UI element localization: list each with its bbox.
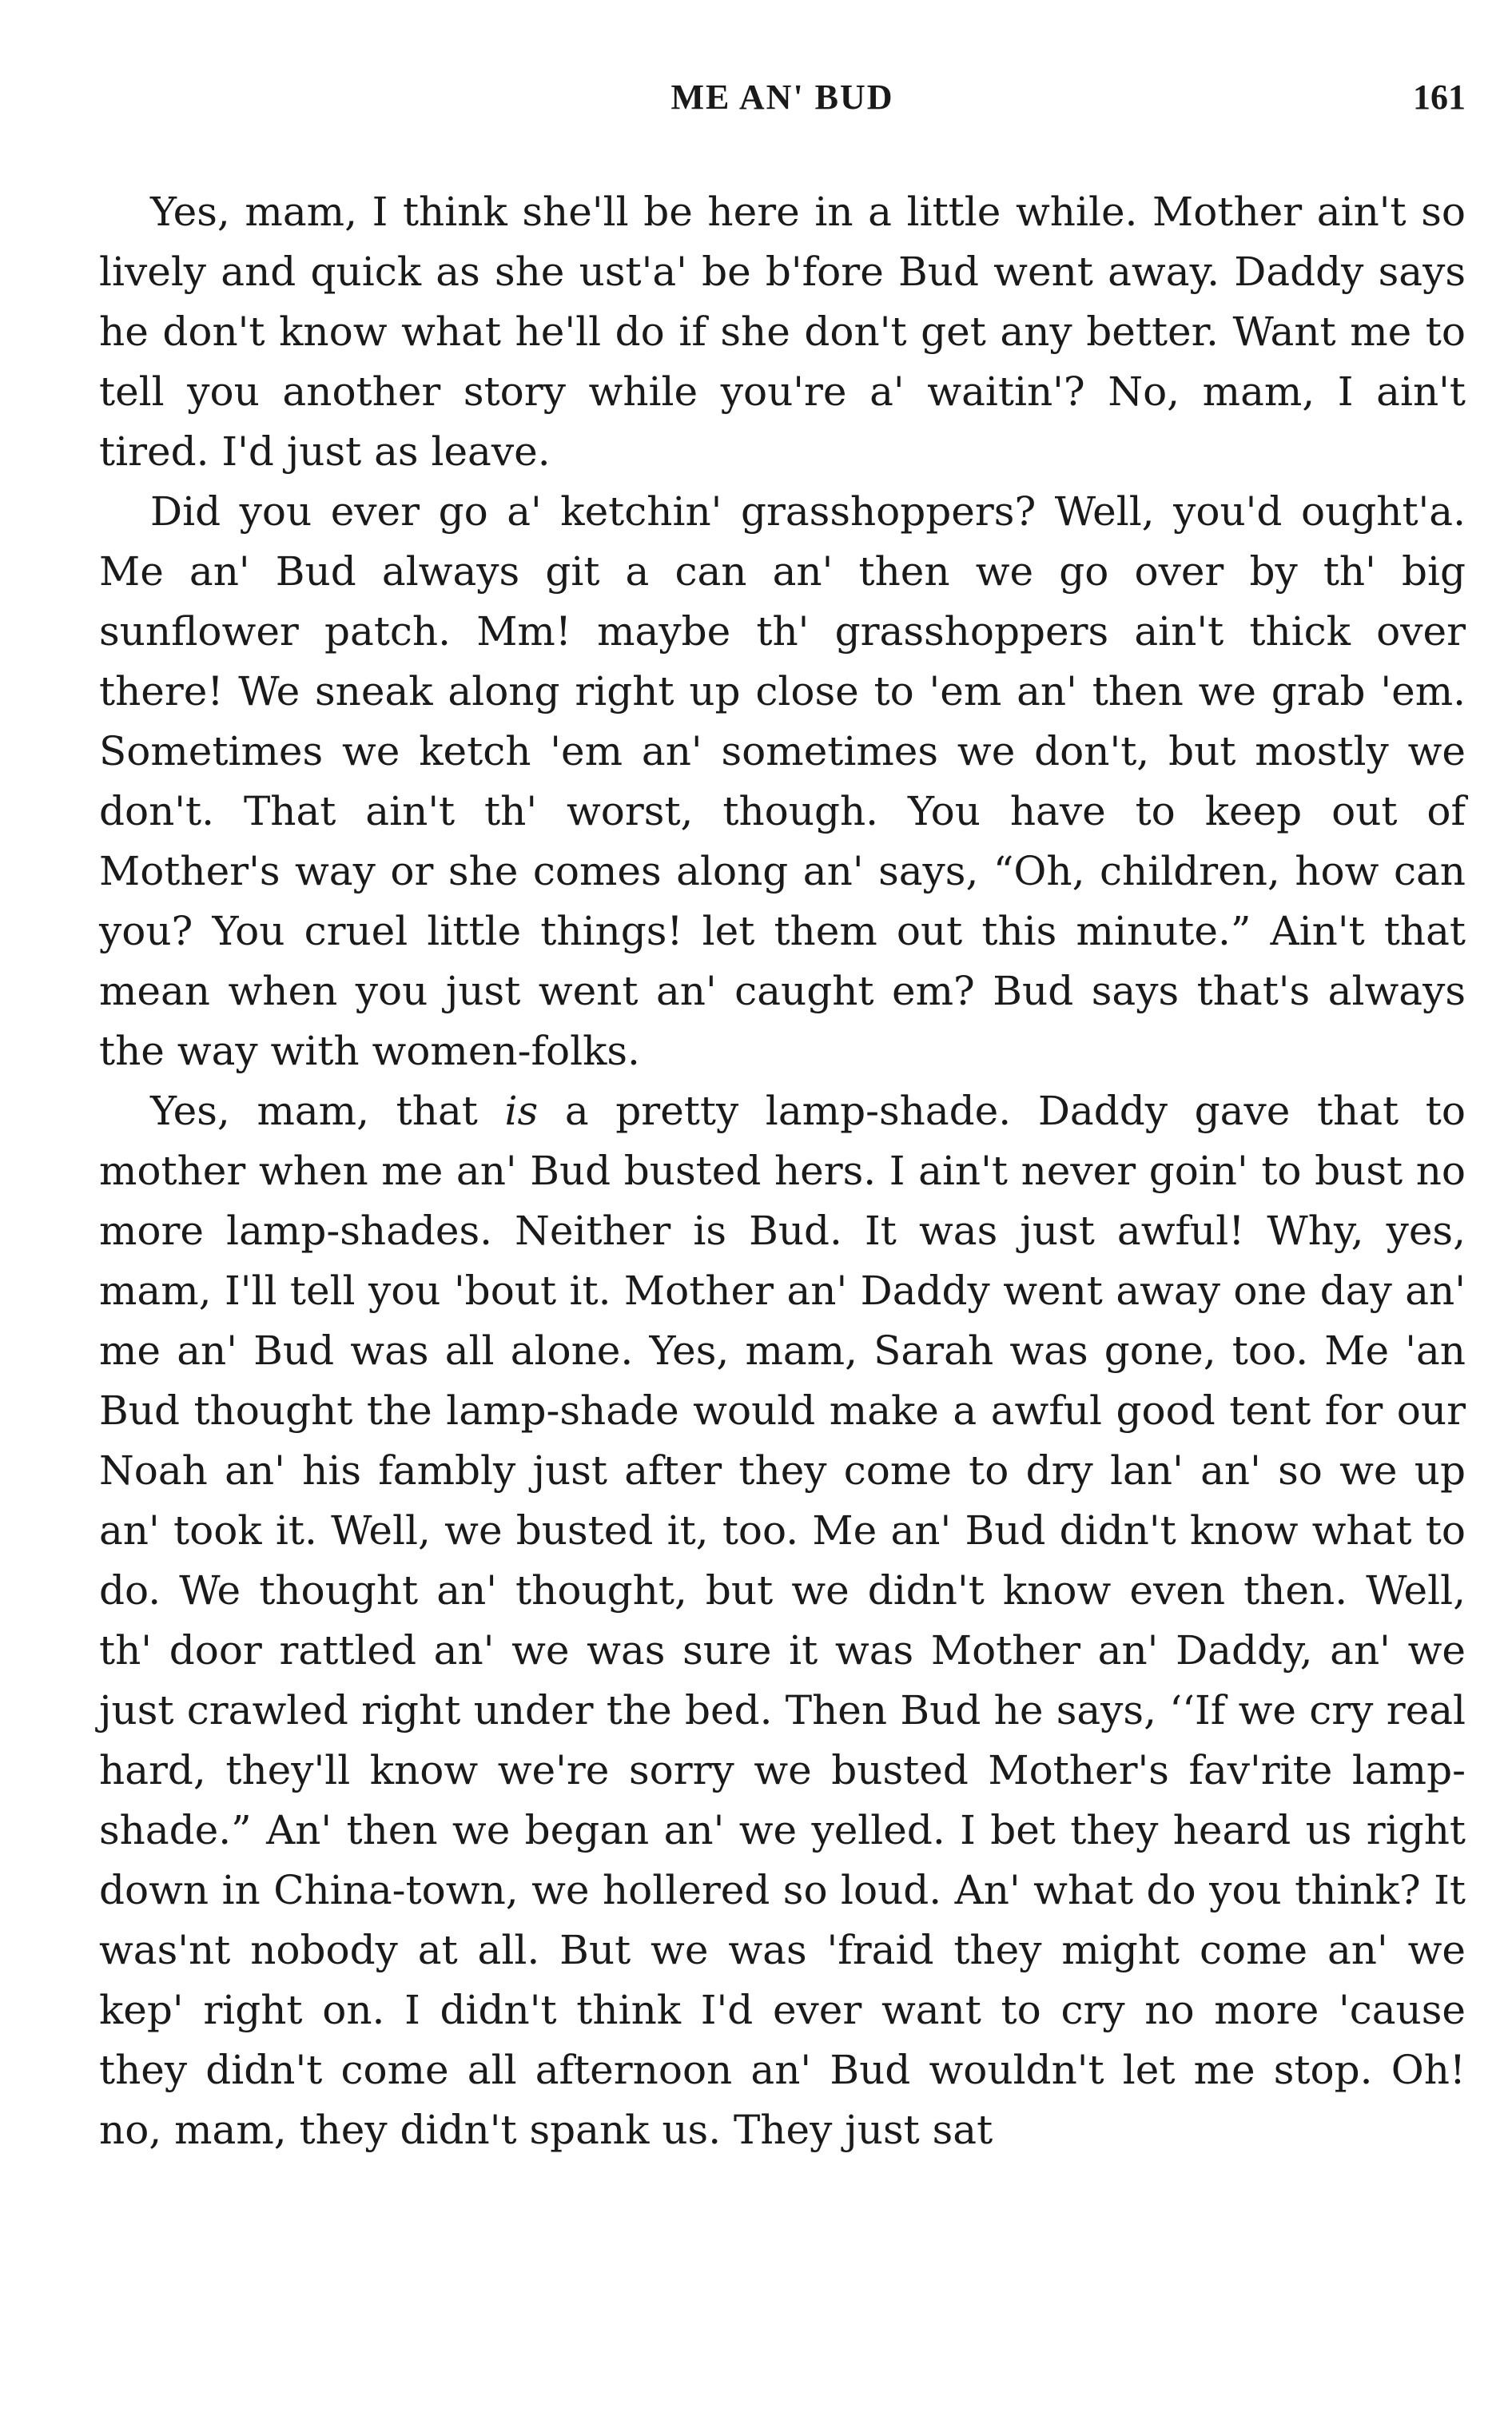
paragraph-3-rest: a pretty lamp-shade. Daddy gave that to mother when me an' Bud busted hers. I ain't never goin' to bust no more lamp-shades. Neither is Bud. It was just awful! Why, yes, mam, I'll tell you 'bout it. Mother an' Daddy went away one day an' me an' Bud was all alone. Yes, mam, Sarah was gone, too. Me 'an Bud thought the lamp-shade would make a awful good tent for our Noah an' his fambly just after they come to dry lan' an' so we up an' took it. Well, we busted it, too. Me an' Bud didn't know what to do. We thought an' thought, but we didn't know even then. Well, th' door rattled an' we was sure it was Mother an' Daddy, an' we just crawled right under the bed. Then Bud he says, ‘‘If we cry real hard, they'll know we're sorry we busted Mother's fav'rite lamp-shade.” An' then we began an' we yelled. I bet they heard us right down in China-town, we hollered so loud. An' what do you think? It was'nt nobody at all. But we was 'fraid they might come an' we kep' right on. I didn't think I'd ever want to cry no more 'cause they didn't come all afternoon an' Bud wouldn't let me stop. Oh! no, mam, they didn't spank us. They just sat bbox=[99, 1088, 1466, 2153]
running-head: ME AN' BUD bbox=[670, 78, 894, 117]
paragraph-3 bbox=[99, 1081, 1466, 2160]
page-number: 161 bbox=[1413, 78, 1466, 117]
paragraph-2: Did you ever go a' ketchin' grasshoppers? Well, you'd ought'a. Me an' Bud always git a can an' then we go over by th' big sunflower patch. Mm! maybe th' grasshoppers ain't thick over there! We sneak along right up close to 'em an' then we grab 'em. Sometimes we ketch 'em an' sometimes we don't, but mostly we don't. That ain't th' worst, though. You have to keep out of Mother's way or she comes along an' says, “Oh, children, how can you? You cruel little things! let them out this minute.” Ain't that mean when you just went an' caught em? Bud says that's always the way with women-folks. bbox=[99, 488, 1466, 1074]
book-page bbox=[99, 77, 1466, 2160]
page-header bbox=[99, 77, 1466, 141]
body-text bbox=[99, 182, 1466, 2160]
paragraph-3-start: Yes, mam, that bbox=[150, 1088, 505, 1134]
emphasis-is: is bbox=[504, 1088, 539, 1134]
paragraph-1: Yes, mam, I think she'll be here in a little while. Mother ain't so lively and quick as she ust'a' be b'fore Bud went away. Daddy says he don't know what he'll do if she don't get any better. Want me to tell you another story while you're a' waitin'? No, mam, I ain't tired. I'd just as leave. bbox=[99, 189, 1466, 475]
